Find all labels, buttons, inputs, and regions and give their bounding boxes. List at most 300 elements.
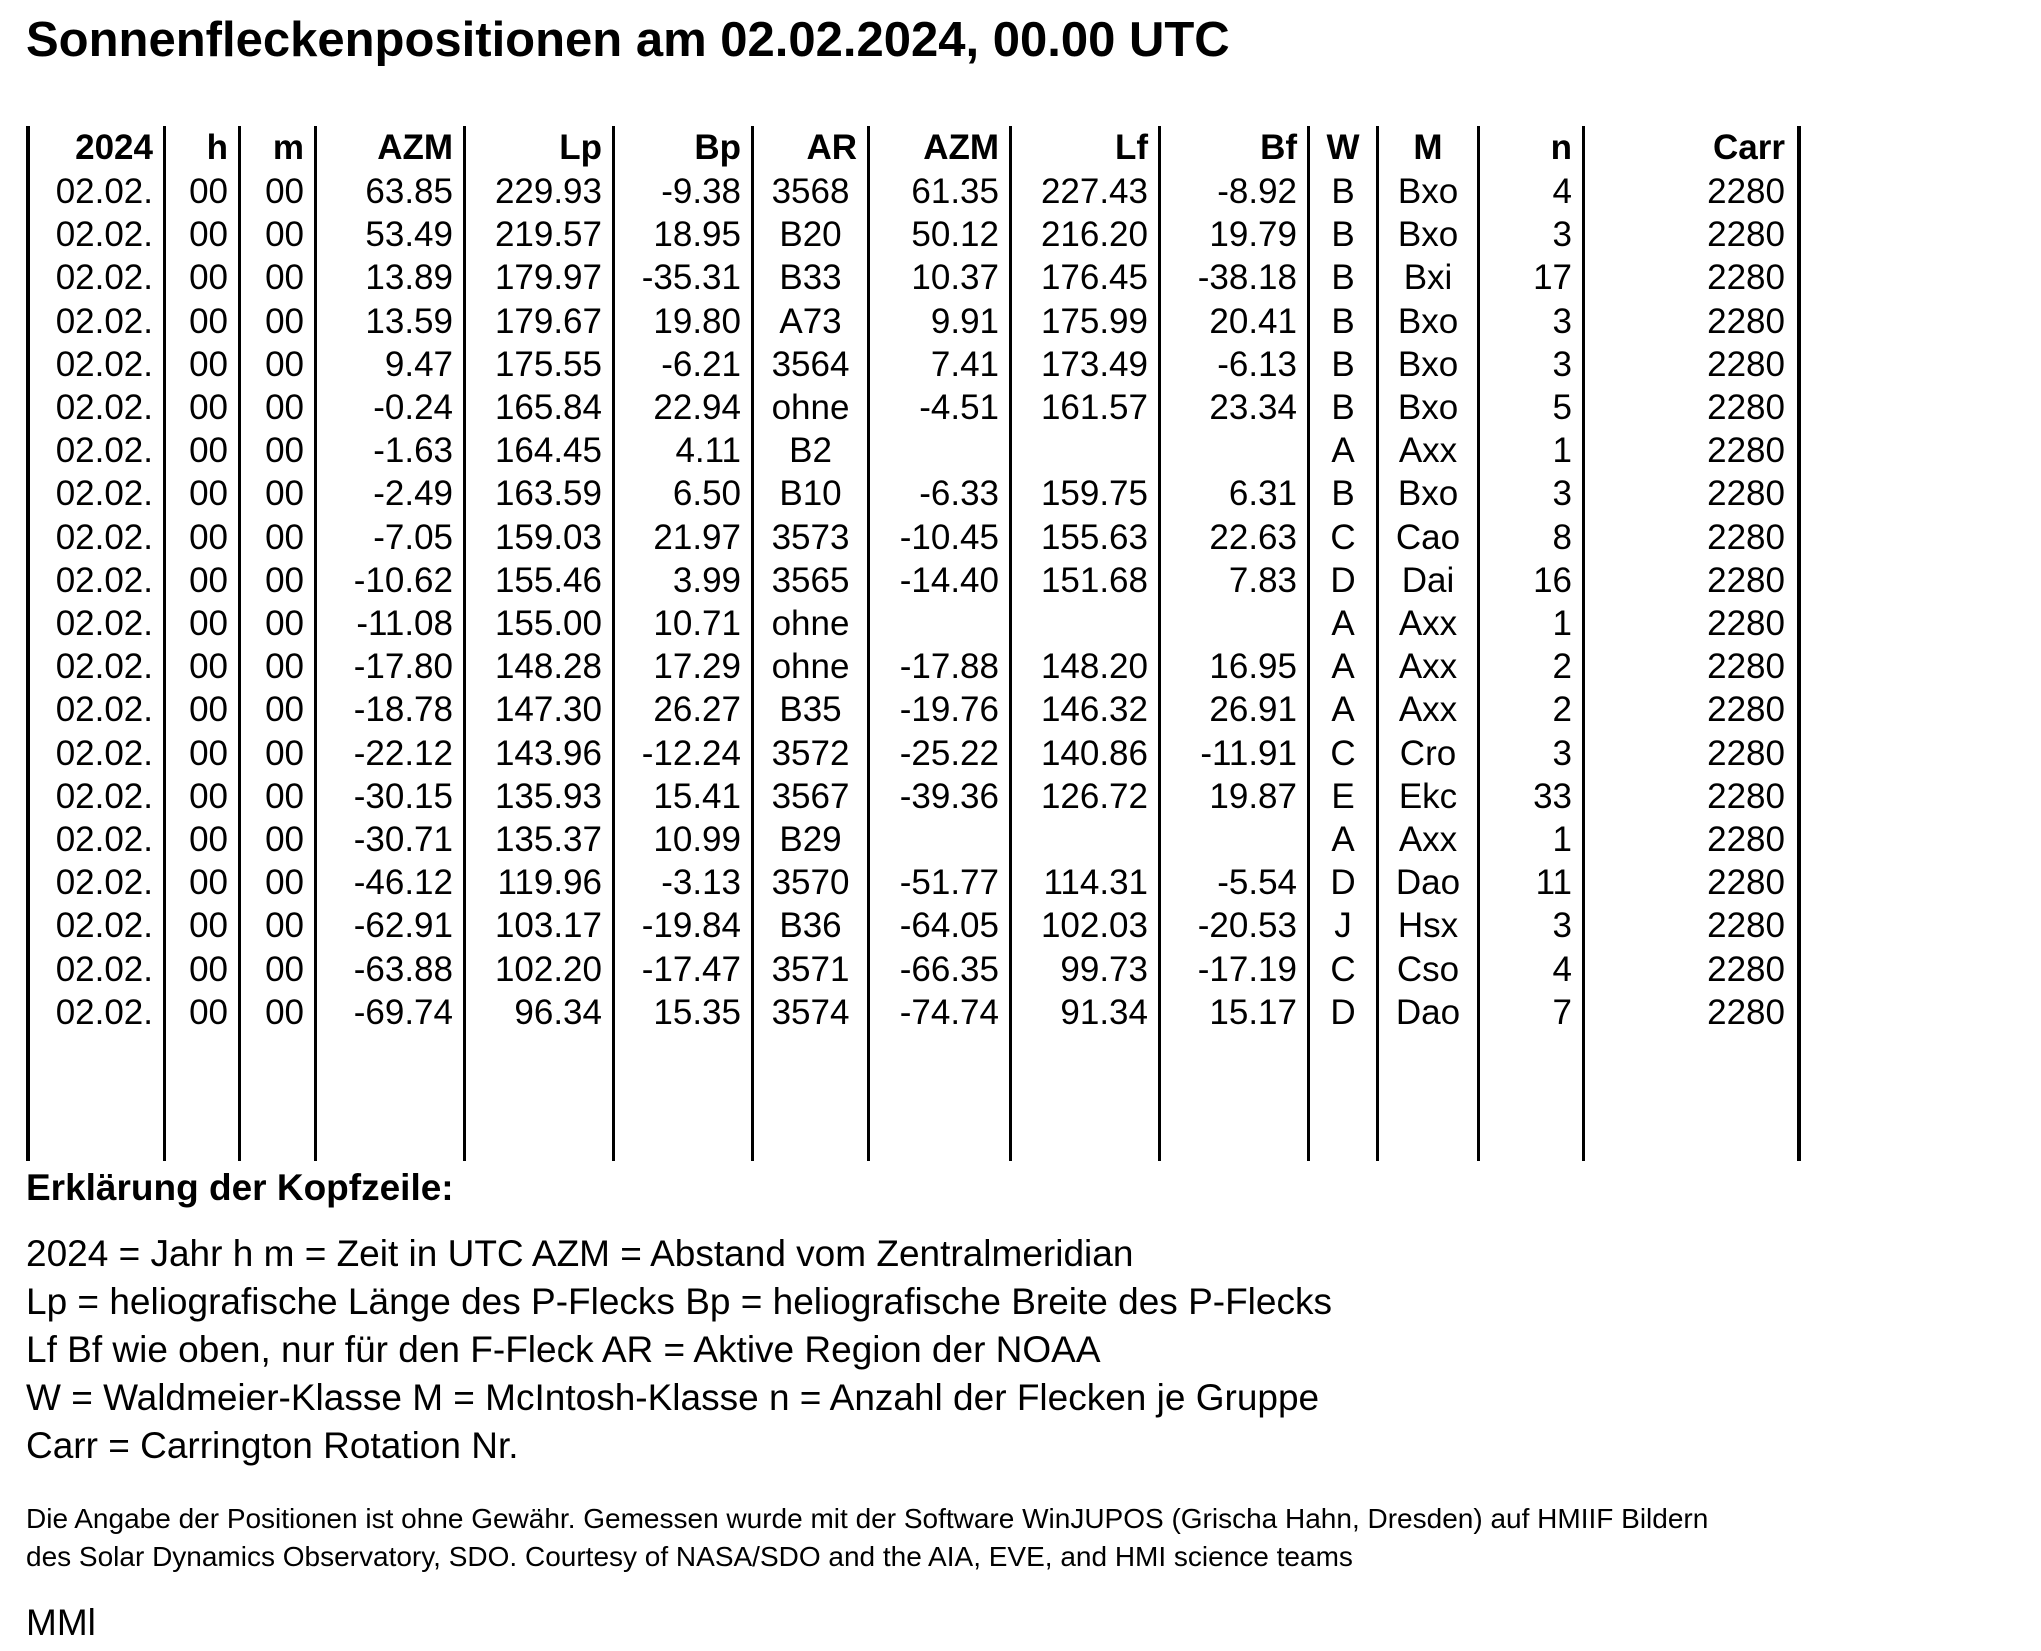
table-cell: 16 bbox=[1533, 560, 1572, 600]
table-cell: -11.91 bbox=[1200, 733, 1297, 773]
table-cell: 02.02. bbox=[55, 517, 153, 557]
table-cell: 00 bbox=[189, 258, 228, 298]
column-header: Bf bbox=[1260, 128, 1297, 167]
table-cell: Bxo bbox=[1397, 215, 1459, 255]
table-cell: -4.51 bbox=[919, 388, 999, 427]
table-cell: B36 bbox=[779, 906, 842, 946]
table-cell: 00 bbox=[265, 647, 304, 687]
table-cell: 15.41 bbox=[653, 776, 741, 816]
table-cell: 179.67 bbox=[494, 301, 602, 341]
table-cell: 02.02. bbox=[55, 906, 153, 946]
page-title: Sonnenfleckenpositionen am 02.02.2024, 00.00 UTC bbox=[26, 13, 1230, 67]
table-cell: 00 bbox=[265, 906, 304, 946]
table-cell: 8 bbox=[1552, 517, 1572, 557]
table-cell: 96.34 bbox=[514, 992, 602, 1032]
table-cell: 00 bbox=[189, 215, 228, 255]
table-cell: 140.86 bbox=[1040, 733, 1148, 773]
table-cell: 119.96 bbox=[497, 863, 602, 903]
table-cell: 02.02. bbox=[55, 604, 153, 643]
table-cell: D bbox=[1330, 560, 1356, 600]
table-cell: 00 bbox=[189, 172, 228, 211]
table-cell: Cso bbox=[1396, 949, 1460, 989]
table-cell: 2280 bbox=[1707, 258, 1785, 298]
table-cell: -17.80 bbox=[353, 647, 453, 687]
table-cell: -25.22 bbox=[899, 733, 999, 773]
table-cell: 151.68 bbox=[1040, 560, 1148, 600]
table-cell: 2280 bbox=[1707, 474, 1785, 514]
disclaimer-line: des Solar Dynamics Observatory, SDO. Courtesy of NASA/SDO and the AIA, EVE, and HMI science teams bbox=[26, 1541, 1353, 1572]
table-cell: Dai bbox=[1401, 560, 1455, 600]
table-cell: 18.95 bbox=[653, 215, 741, 255]
table-cell: 135.37 bbox=[494, 820, 602, 859]
table-cell: 02.02. bbox=[55, 474, 153, 514]
table-cell: 10.99 bbox=[653, 820, 741, 859]
table-cell: 2280 bbox=[1707, 906, 1785, 946]
table-cell: 3 bbox=[1552, 733, 1572, 773]
table-cell: -46.12 bbox=[353, 863, 453, 903]
table-cell: 3 bbox=[1552, 344, 1572, 384]
table-cell: B2 bbox=[789, 431, 832, 471]
table-cell: 6.31 bbox=[1228, 474, 1297, 514]
table-cell: 2280 bbox=[1707, 776, 1785, 816]
table-cell: 00 bbox=[189, 647, 228, 687]
table-cell: Ekc bbox=[1398, 776, 1458, 816]
table-cell: 00 bbox=[189, 733, 228, 773]
table-cell: -20.53 bbox=[1197, 906, 1297, 946]
table-cell: -69.74 bbox=[353, 992, 453, 1032]
column-header: AZM bbox=[377, 128, 453, 167]
table-cell: 147.30 bbox=[494, 690, 602, 730]
table-cell: 00 bbox=[189, 906, 228, 946]
table-cell: 7.41 bbox=[930, 344, 999, 384]
table-cell: 175.99 bbox=[1040, 301, 1148, 341]
table-cell: 5 bbox=[1552, 388, 1572, 427]
table-cell: Cro bbox=[1399, 733, 1457, 773]
table-cell: Axx bbox=[1398, 604, 1458, 643]
table-cell: 20.41 bbox=[1209, 301, 1297, 341]
table-cell: 11 bbox=[1535, 863, 1572, 903]
table-cell: 7 bbox=[1552, 992, 1572, 1032]
table-cell: 3571 bbox=[771, 949, 850, 989]
table-cell: 13.89 bbox=[365, 258, 453, 298]
table-cell: 179.97 bbox=[494, 258, 602, 298]
table-cell: 155.63 bbox=[1040, 517, 1148, 557]
table-cell: 00 bbox=[265, 992, 304, 1032]
table-cell: 2280 bbox=[1707, 863, 1785, 903]
table-cell: B20 bbox=[779, 215, 842, 255]
table-cell: A bbox=[1331, 647, 1355, 687]
table-cell: 2280 bbox=[1707, 690, 1785, 730]
table-cell: 02.02. bbox=[55, 344, 153, 384]
table-cell: 00 bbox=[189, 301, 228, 341]
table-cell: 103.17 bbox=[494, 906, 602, 946]
table-cell: -3.13 bbox=[661, 863, 741, 903]
table-cell bbox=[1012, 818, 1158, 861]
table-cell: Axx bbox=[1398, 431, 1458, 471]
table-cell: Axx bbox=[1398, 647, 1458, 687]
table-cell bbox=[870, 429, 1009, 472]
table-cell: 3567 bbox=[771, 776, 850, 816]
table-cell: 00 bbox=[189, 820, 228, 859]
column-header: W bbox=[1326, 128, 1360, 167]
table-cell: 3565 bbox=[771, 560, 850, 600]
table-cell: 15.35 bbox=[653, 992, 741, 1032]
table-cell: 53.49 bbox=[365, 215, 453, 255]
table-cell: 2 bbox=[1552, 690, 1572, 730]
table-cell: 159.03 bbox=[494, 517, 602, 557]
table-cell: A73 bbox=[779, 301, 842, 341]
table-cell: 02.02. bbox=[55, 949, 153, 989]
table-cell: -6.21 bbox=[661, 344, 741, 384]
table-cell: -38.18 bbox=[1197, 258, 1297, 298]
table-cell: -10.62 bbox=[353, 560, 453, 600]
table-cell: 00 bbox=[189, 474, 228, 514]
table-cell: Bxo bbox=[1397, 388, 1459, 427]
table-cell: 6.50 bbox=[672, 474, 741, 514]
table-cell: 2280 bbox=[1707, 301, 1785, 341]
table-cell: 143.96 bbox=[494, 733, 602, 773]
table-cell: 3 bbox=[1552, 906, 1572, 946]
table-cell: 126.72 bbox=[1040, 776, 1148, 816]
legend-title: Erklärung der Kopfzeile: bbox=[26, 1167, 454, 1208]
table-cell: -10.45 bbox=[899, 517, 999, 557]
column-header: Carr bbox=[1713, 128, 1785, 167]
column-header: Lf bbox=[1114, 128, 1148, 167]
table-cell: 159.75 bbox=[1040, 474, 1148, 514]
table-cell: 1 bbox=[1552, 431, 1572, 471]
table-cell: Cao bbox=[1395, 517, 1461, 557]
table-cell: 3 bbox=[1552, 215, 1572, 255]
table-cell: 02.02. bbox=[55, 647, 153, 687]
table-cell: 227.43 bbox=[1040, 172, 1148, 211]
table-cell: 176.45 bbox=[1040, 258, 1148, 298]
table-cell: 3 bbox=[1552, 301, 1572, 341]
table-cell: 10.37 bbox=[911, 258, 999, 298]
table-cell: C bbox=[1330, 517, 1356, 557]
table-cell: 00 bbox=[265, 690, 304, 730]
table-cell: 00 bbox=[189, 431, 228, 471]
table-cell: 02.02. bbox=[55, 820, 153, 859]
table-cell: 99.73 bbox=[1060, 949, 1148, 989]
table-cell: A bbox=[1331, 431, 1355, 471]
table-cell: 02.02. bbox=[55, 863, 153, 903]
table-cell: -64.05 bbox=[899, 906, 999, 946]
table-cell: 63.85 bbox=[365, 172, 453, 211]
table-cell: 16.95 bbox=[1209, 647, 1297, 687]
table-cell bbox=[1012, 602, 1158, 645]
table-cell: 2280 bbox=[1707, 560, 1785, 600]
table-cell: -11.08 bbox=[356, 604, 453, 643]
table-cell: D bbox=[1330, 992, 1356, 1032]
table-cell: 91.34 bbox=[1060, 992, 1148, 1032]
table-cell: 146.32 bbox=[1040, 690, 1148, 730]
column-header: 2024 bbox=[75, 128, 153, 167]
table-cell: 135.93 bbox=[494, 776, 602, 816]
table-cell: -5.54 bbox=[1217, 863, 1297, 903]
table-cell: 173.49 bbox=[1040, 344, 1148, 384]
column-header: n bbox=[1550, 128, 1572, 167]
table-cell: -6.33 bbox=[919, 474, 999, 514]
table-cell: 17.29 bbox=[653, 647, 741, 687]
column-header: M bbox=[1413, 128, 1443, 167]
table-cell: 216.20 bbox=[1040, 215, 1148, 255]
table-cell bbox=[1161, 429, 1307, 472]
table-cell bbox=[1012, 429, 1158, 472]
table-cell: Bxo bbox=[1397, 172, 1459, 211]
table-cell: 2280 bbox=[1707, 647, 1785, 687]
table-cell: 00 bbox=[265, 604, 304, 643]
table-cell: -62.91 bbox=[353, 906, 453, 946]
table-cell: 00 bbox=[265, 301, 304, 341]
table-cell: Axx bbox=[1398, 690, 1458, 730]
table-cell: 164.45 bbox=[494, 431, 602, 471]
column-header: AR bbox=[806, 128, 857, 167]
table-cell: 9.47 bbox=[384, 344, 453, 384]
legend-line: W = Waldmeier-Klasse M = McIntosh-Klasse n = Anzahl der Flecken je Gruppe bbox=[26, 1377, 1320, 1418]
table-cell: 163.59 bbox=[494, 474, 602, 514]
table-cell: 13.59 bbox=[365, 301, 453, 341]
table-cell: 50.12 bbox=[911, 215, 999, 255]
table-cell: 19.79 bbox=[1209, 215, 1297, 255]
table-cell: 114.31 bbox=[1043, 863, 1148, 903]
column-divider bbox=[1797, 126, 1801, 1161]
table-cell: -74.74 bbox=[899, 992, 999, 1032]
table-cell: 2280 bbox=[1707, 820, 1785, 859]
table-cell: B bbox=[1331, 301, 1355, 341]
table-cell: 2280 bbox=[1707, 949, 1785, 989]
table-cell: 02.02. bbox=[55, 992, 153, 1032]
table-cell: -1.63 bbox=[373, 431, 453, 471]
table-cell: A bbox=[1331, 604, 1355, 643]
table-cell: 00 bbox=[189, 863, 228, 903]
legend-line: Lp = heliografische Länge des P-Flecks Bp = heliografische Breite des P-Flecks bbox=[26, 1281, 1332, 1322]
table-cell: 3568 bbox=[771, 172, 850, 211]
table-cell: -17.19 bbox=[1197, 949, 1297, 989]
table-cell: 9.91 bbox=[930, 301, 999, 341]
table-cell: 00 bbox=[265, 733, 304, 773]
table-cell: B35 bbox=[779, 690, 842, 730]
table-cell: 148.20 bbox=[1040, 647, 1148, 687]
table-cell: 2280 bbox=[1707, 388, 1785, 427]
table-cell: Bxo bbox=[1397, 344, 1459, 384]
table-cell: 19.87 bbox=[1209, 776, 1297, 816]
table-cell: -22.12 bbox=[353, 733, 453, 773]
table-cell: 33 bbox=[1533, 776, 1572, 816]
table-cell: 3.99 bbox=[672, 560, 741, 600]
table-cell: 3564 bbox=[771, 344, 850, 384]
table-cell: C bbox=[1330, 733, 1356, 773]
table-cell: 2280 bbox=[1707, 992, 1785, 1032]
table-cell: 00 bbox=[265, 172, 304, 211]
table-cell: 02.02. bbox=[55, 776, 153, 816]
sunspot-table bbox=[26, 126, 1800, 1161]
table-cell: 21.97 bbox=[653, 517, 741, 557]
table-cell: -8.92 bbox=[1217, 172, 1297, 211]
table-cell: 102.03 bbox=[1040, 906, 1148, 946]
table-cell: 00 bbox=[265, 431, 304, 471]
table-cell: 1 bbox=[1552, 604, 1572, 643]
column-header: Lp bbox=[559, 128, 602, 167]
table-cell: B bbox=[1331, 474, 1355, 514]
table-cell: 2 bbox=[1552, 647, 1572, 687]
table-cell: 4 bbox=[1552, 949, 1572, 989]
table-cell: 3572 bbox=[771, 733, 850, 773]
table-cell: ohne bbox=[771, 388, 850, 427]
table-cell: 00 bbox=[189, 776, 228, 816]
table-cell: 161.57 bbox=[1040, 388, 1148, 427]
table-cell bbox=[870, 602, 1009, 645]
table-cell: -2.49 bbox=[373, 474, 453, 514]
table-cell: 2280 bbox=[1707, 517, 1785, 557]
table-cell: -30.15 bbox=[353, 776, 453, 816]
table-cell: -63.88 bbox=[353, 949, 453, 989]
table-cell: -18.78 bbox=[353, 690, 453, 730]
table-cell: -6.13 bbox=[1217, 344, 1297, 384]
table-cell: 00 bbox=[265, 215, 304, 255]
table-cell: -14.40 bbox=[899, 560, 999, 600]
table-cell: -9.38 bbox=[661, 172, 741, 211]
table-cell: -7.05 bbox=[373, 517, 453, 557]
table-cell: Bxo bbox=[1397, 301, 1459, 341]
table-cell: 4.11 bbox=[675, 431, 741, 471]
table-cell: 15.17 bbox=[1209, 992, 1297, 1032]
table-cell: 02.02. bbox=[55, 301, 153, 341]
table-cell: 00 bbox=[265, 517, 304, 557]
table-cell: B bbox=[1331, 344, 1355, 384]
table-cell: 2280 bbox=[1707, 431, 1785, 471]
table-cell: ohne bbox=[771, 647, 850, 687]
table-cell: E bbox=[1331, 776, 1355, 816]
table-cell: B bbox=[1331, 172, 1355, 211]
signature: MMl bbox=[26, 1602, 96, 1643]
table-cell: 22.63 bbox=[1209, 517, 1297, 557]
table-cell: 00 bbox=[189, 560, 228, 600]
table-cell: B bbox=[1331, 258, 1355, 298]
table-cell: -12.24 bbox=[641, 733, 741, 773]
table-cell: B bbox=[1331, 388, 1355, 427]
table-cell: -17.88 bbox=[899, 647, 999, 687]
disclaimer-line: Die Angabe der Positionen ist ohne Gewähr. Gemessen wurde mit der Software WinJUPOS (Grischa Hahn, Dresden) auf HMIIF Bildern bbox=[26, 1503, 1709, 1534]
legend-lines bbox=[26, 1230, 2006, 1470]
table-cell: 17 bbox=[1533, 258, 1572, 298]
table-cell: 00 bbox=[265, 863, 304, 903]
table-cell: 00 bbox=[189, 604, 228, 643]
column-header: h bbox=[206, 128, 228, 167]
table-cell: 02.02. bbox=[55, 560, 153, 600]
legend-line: 2024 = Jahr h m = Zeit in UTC AZM = Abstand vom Zentralmeridian bbox=[26, 1233, 1134, 1274]
table-cell: 02.02. bbox=[55, 733, 153, 773]
legend-line: Carr = Carrington Rotation Nr. bbox=[26, 1425, 519, 1466]
table-cell: 00 bbox=[265, 344, 304, 384]
table-cell: -66.35 bbox=[899, 949, 999, 989]
table-cell: 26.27 bbox=[653, 690, 741, 730]
table-cell: ohne bbox=[771, 604, 850, 643]
table-cell: J bbox=[1334, 906, 1352, 946]
table-cell: -17.47 bbox=[641, 949, 741, 989]
table-cell: 00 bbox=[265, 820, 304, 859]
column-header: AZM bbox=[923, 128, 999, 167]
table-cell: 1 bbox=[1552, 820, 1572, 859]
table-cell: 02.02. bbox=[55, 215, 153, 255]
table-cell: 02.02. bbox=[55, 172, 153, 211]
table-cell: 00 bbox=[265, 258, 304, 298]
table-cell: 02.02. bbox=[55, 431, 153, 471]
table-cell: Bxi bbox=[1403, 258, 1453, 298]
table-cell: 165.84 bbox=[494, 388, 602, 427]
table-cell: -51.77 bbox=[899, 863, 999, 903]
table-cell: Dao bbox=[1395, 863, 1461, 903]
table-cell: 00 bbox=[189, 690, 228, 730]
table-cell: 2280 bbox=[1707, 344, 1785, 384]
table-cell: D bbox=[1330, 863, 1356, 903]
table-cell: 2280 bbox=[1707, 215, 1785, 255]
table-cell: 00 bbox=[265, 776, 304, 816]
table-cell: 00 bbox=[265, 560, 304, 600]
table-cell: B bbox=[1331, 215, 1355, 255]
table-cell: 229.93 bbox=[494, 172, 602, 211]
table-cell: 2280 bbox=[1707, 604, 1785, 643]
table-cell: -30.71 bbox=[353, 820, 453, 859]
table-cell: 219.57 bbox=[494, 215, 602, 255]
column-header: m bbox=[272, 128, 304, 167]
table-cell: 02.02. bbox=[55, 258, 153, 298]
legend-section bbox=[26, 1162, 2006, 1470]
table-cell: 00 bbox=[189, 344, 228, 384]
table-cell: 00 bbox=[189, 992, 228, 1032]
table-cell: 22.94 bbox=[653, 388, 741, 427]
legend-line: Lf Bf wie oben, nur für den F-Fleck AR = Aktive Region der NOAA bbox=[26, 1329, 1101, 1370]
table-cell: 3 bbox=[1552, 474, 1572, 514]
table-cell: Hsx bbox=[1397, 906, 1459, 946]
table-cell: -35.31 bbox=[641, 258, 741, 298]
table-cell: 10.71 bbox=[653, 604, 741, 643]
table-cell: B29 bbox=[779, 820, 842, 859]
table-cell: 102.20 bbox=[494, 949, 602, 989]
table-cell: 61.35 bbox=[911, 172, 999, 211]
table-cell: 19.80 bbox=[653, 301, 741, 341]
table-cell: 3570 bbox=[771, 863, 850, 903]
table-cell: 00 bbox=[265, 474, 304, 514]
column-header: Bp bbox=[694, 128, 741, 167]
table-cell: 155.00 bbox=[494, 604, 602, 643]
table-cell: 02.02. bbox=[55, 388, 153, 427]
table-cell: C bbox=[1330, 949, 1356, 989]
table-cell: 3573 bbox=[771, 517, 850, 557]
table-cell: 23.34 bbox=[1209, 388, 1297, 427]
table-cell: Axx bbox=[1398, 820, 1458, 859]
disclaimer bbox=[26, 1500, 2041, 1576]
table-cell: 2280 bbox=[1707, 733, 1785, 773]
table-cell: 4 bbox=[1552, 172, 1572, 211]
table-cell: 02.02. bbox=[55, 690, 153, 730]
table-cell: Dao bbox=[1395, 992, 1461, 1032]
table-cell: B33 bbox=[779, 258, 842, 298]
table-cell: 175.55 bbox=[494, 344, 602, 384]
table-cell: 7.83 bbox=[1228, 560, 1297, 600]
table-cell bbox=[1161, 602, 1307, 645]
table-cell: 00 bbox=[265, 949, 304, 989]
table-cell: 00 bbox=[189, 517, 228, 557]
table-cell: 00 bbox=[189, 388, 228, 427]
table-cell: A bbox=[1331, 820, 1355, 859]
table-cell: B10 bbox=[779, 474, 842, 514]
table-cell: -19.84 bbox=[641, 906, 741, 946]
table-cell: -0.24 bbox=[373, 388, 453, 427]
table-cell: -39.36 bbox=[899, 776, 999, 816]
table-cell: 00 bbox=[189, 949, 228, 989]
table-cell: 26.91 bbox=[1209, 690, 1297, 730]
table-cell: A bbox=[1331, 690, 1355, 730]
